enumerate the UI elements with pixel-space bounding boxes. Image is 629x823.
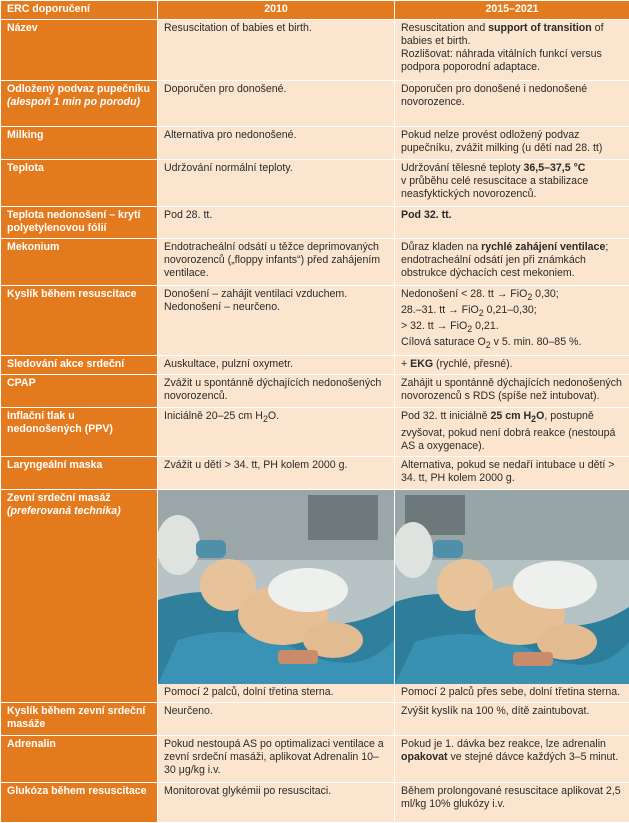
cell-2010: Endotracheální odsátí u těžce deprimovaných novorozenců („floppy infants“) před zahájením ventilace. xyxy=(158,239,395,286)
cell-2010: Monitorovat glykémii po resuscitaci. xyxy=(158,782,395,822)
table-row xyxy=(1,702,629,735)
table-row xyxy=(1,375,629,408)
table-row xyxy=(1,356,629,375)
row-label: Název xyxy=(1,20,158,81)
row-label: Kyslík během zevní srdeční masáže xyxy=(1,702,158,735)
table-row xyxy=(1,489,629,702)
cell-2015: Důraz kladen na rychlé zahájení ventilace; endotracheální odsátí jen při známkách obstrukce dýchacích cest mekoniem. xyxy=(395,239,629,286)
cell-2010: Donošení – zahájit ventilaci vzduchem. Nedonošení – neurčeno. xyxy=(158,286,395,356)
cell-2015: Zahájit u spontánně dýchajících nedonošených novorozenců s RDS (spíše než intubovat). xyxy=(395,375,629,408)
cell-2010: Neurčeno. xyxy=(158,702,395,735)
row-label: Milking xyxy=(1,127,158,160)
row-label: Adrenalin xyxy=(1,735,158,782)
table-row xyxy=(1,160,629,207)
caption-2015: Pomocí 2 palců přes sebe, dolní třetina sterna. xyxy=(395,684,629,702)
photo-two-thumb-technique xyxy=(158,490,394,684)
row-label: Kyslík během resuscitace xyxy=(1,286,158,356)
row-label: Inflační tlak u nedonošených (PPV) xyxy=(1,408,158,456)
cell-2015: + EKG (rychlé, přesné). xyxy=(395,356,629,375)
cell-2015: Během prolongované resuscitace aplikovat 2,5 ml/kg 10% glukózy i.v. xyxy=(395,782,629,822)
cell-2015: Pod 32. tt. xyxy=(395,207,629,239)
header-row xyxy=(1,1,629,20)
cell-2010: Doporučen pro donošené. xyxy=(158,81,395,127)
row-label: Teplota xyxy=(1,160,158,207)
header-2015-2021: 2015–2021 xyxy=(395,1,629,20)
row-label: Sledování akce srdeční xyxy=(1,356,158,375)
row-label: Odložený podvaz pupečníku (alespoň 1 min po porodu) xyxy=(1,81,158,127)
cell-2015: Pod 32. tt iniciálně 25 cm $H_2O$, postupně zvyšovat, pokud není dobrá reakce (nestoupá AS a oxygenace). xyxy=(395,408,629,456)
table-row xyxy=(1,408,629,456)
header-2010: 2010 xyxy=(158,1,395,20)
cell-2010: Auskultace, pulzní oxymetr. xyxy=(158,356,395,375)
table-row xyxy=(1,456,629,489)
cell-2015: Doporučen pro donošené i nedonošené novorozence. xyxy=(395,81,629,127)
cell-2015: Resuscitation and support of transition of babies et birth. Rozlišovat: náhrada vitálních funkcí versus podpora poporodní adaptace. xyxy=(395,20,629,81)
row-label: Teplota nedonošení – krytí polyetylenovou fólií xyxy=(1,207,158,239)
caption-2010: Pomocí 2 palců, dolní třetina sterna. xyxy=(158,684,394,702)
cell-2015: Alternativa, pokud se nedaří intubace u dětí > 34. tt, PH kolem 2000 g. xyxy=(395,456,629,489)
row-label: Glukóza během resuscitace xyxy=(1,782,158,822)
table-row xyxy=(1,782,629,822)
cell-2010: Udržování normální teploty. xyxy=(158,160,395,207)
cell-2010 xyxy=(158,489,395,702)
table-row xyxy=(1,735,629,782)
photo-thumbs-overlapping-technique xyxy=(395,490,629,684)
row-label: Laryngeální maska xyxy=(1,456,158,489)
table-row xyxy=(1,239,629,286)
cell-2015: Pokud je 1. dávka bez reakce, lze adrenalin opakovat ve stejné dávce každých 3–5 minut. xyxy=(395,735,629,782)
cell-2010: Alternativa pro nedonošené. xyxy=(158,127,395,160)
table-row xyxy=(1,127,629,160)
table-row xyxy=(1,207,629,239)
table-row xyxy=(1,286,629,356)
cell-2010: Iniciálně 20–25 cm $H_2O$. xyxy=(158,408,395,456)
cell-2010: Zvážit u spontánně dýchajících nedonošených novorozenců. xyxy=(158,375,395,408)
cell-2015: Udržování tělesné teploty 36,5–37,5 °C v průběhu celé resuscitace a stabilizace neasfyktických novorozenců. xyxy=(395,160,629,207)
table-row xyxy=(1,81,629,127)
cell-2015: Nedonošení < 28. tt → FiO$_2$ 0,30; 28.–31. tt → FiO$_2$ 0,21–0,30; > 32. tt → FiO$_2$ 0,21. Cílová saturace $O_2$ v 5. min. 80–85 %. xyxy=(395,286,629,356)
row-label: CPAP xyxy=(1,375,158,408)
row-label: Zevní srdeční masáž (preferovaná technika) xyxy=(1,489,158,702)
table-row xyxy=(1,20,629,81)
header-recommendation: ERC doporučení xyxy=(1,1,158,20)
cell-2015: Zvýšit kyslík na 100 %, dítě zaintubovat. xyxy=(395,702,629,735)
cell-2010: Resuscitation of babies et birth. xyxy=(158,20,395,81)
cell-2010: Zvážit u dětí > 34. tt, PH kolem 2000 g. xyxy=(158,456,395,489)
row-label: Mekonium xyxy=(1,239,158,286)
cell-2010: Pod 28. tt. xyxy=(158,207,395,239)
cell-2010: Pokud nestoupá AS po optimalizaci ventilace a zevní srdeční masáži, aplikovat Adrenalin 10–30 μg/kg i.v. xyxy=(158,735,395,782)
cell-2015: Pokud nelze provést odložený podvaz pupečníku, zvážit milking (u dětí nad 28. tt) xyxy=(395,127,629,160)
cell-2015 xyxy=(395,489,629,702)
